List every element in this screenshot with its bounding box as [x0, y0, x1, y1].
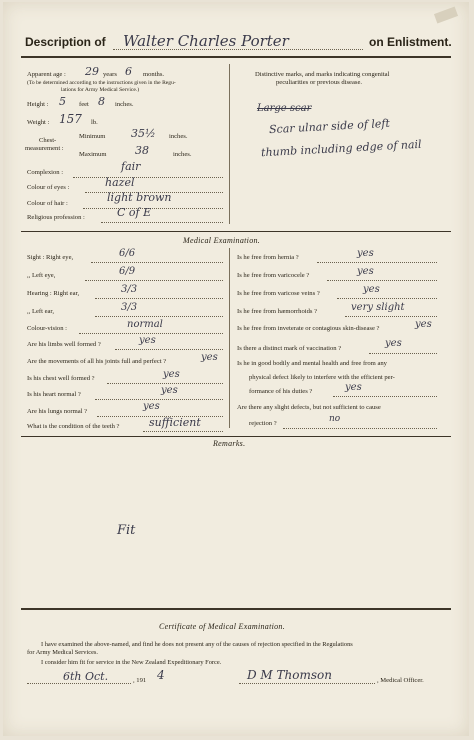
years-label: years	[103, 71, 117, 78]
certificate-line-2: for Army Medical Services.	[27, 649, 98, 656]
struck-mark: Large scar	[257, 103, 312, 114]
colour-vision-label: Colour-vision :	[27, 325, 67, 332]
joints-label: Are the movements of all his joints full and perfect ?	[27, 358, 167, 365]
height-label: Height :	[27, 101, 49, 108]
vaccination-label: Is there a distinct mark of vaccination ?	[237, 345, 342, 352]
weight-label: Weight :	[27, 119, 50, 126]
teeth-label: What is the condition of the teeth ?	[27, 423, 120, 430]
health-line-3: formance of his duties ?	[249, 388, 313, 395]
sight-right-value: 6/6	[119, 248, 136, 259]
varicose-value: yes	[363, 284, 380, 295]
certificate-line-1: I have examined the above-named, and find he does not present any of the causes of rejection specified in the Regulations	[41, 641, 353, 648]
medical-heading: Medical Examination.	[183, 236, 261, 245]
paper-tear	[434, 7, 458, 24]
varicose-label: Is he free from varicose veins ?	[237, 290, 320, 297]
chest-max-label: Maximum	[79, 151, 107, 158]
inches-label: inches.	[115, 101, 134, 108]
defects-line-2: rejection ?	[249, 420, 277, 427]
height-feet: 5	[59, 95, 66, 108]
defects-value: no	[329, 414, 341, 424]
chest-label-1: Chest-	[39, 137, 57, 144]
eyes-label: Colour of eyes :	[27, 184, 70, 191]
religion-value: C of E	[117, 206, 152, 219]
form-title-right: on Enlistment.	[369, 35, 452, 49]
hernia-label: Is he free from hernia ?	[237, 254, 299, 261]
haemorrhoids-label: Is he free from hæmorrhoids ?	[237, 308, 318, 315]
chest-max: 38	[135, 144, 149, 157]
eyes-value: hazel	[105, 176, 135, 189]
enlistment-form	[3, 2, 469, 736]
varicocele-value: yes	[357, 266, 374, 277]
chest-inches-2: inches.	[173, 151, 192, 158]
chest-formed-value: yes	[163, 369, 180, 380]
chest-inches-1: inches.	[169, 133, 188, 140]
complexion-value: fair	[121, 160, 141, 173]
hearing-left-label: ,, Left ear,	[27, 308, 55, 315]
hearing-right-value: 3/3	[121, 284, 138, 295]
skin-disease-value: yes	[415, 319, 432, 330]
vaccination-value: yes	[385, 338, 402, 349]
limbs-label: Are his limbs well formed ?	[27, 341, 101, 348]
age-note-2: lations for Army Medical Service.)	[61, 87, 140, 93]
feet-label: feet	[79, 101, 89, 108]
marks-line-2: thumb including edge of nail	[260, 137, 422, 160]
age-note-1: (To be determined according to the instructions given in the Regu-	[27, 80, 176, 86]
chest-formed-label: Is his chest well formed ?	[27, 375, 95, 382]
sight-left-label: ,, Left eye,	[27, 272, 56, 279]
teeth-value: sufficient	[149, 416, 201, 429]
varicocele-label: Is he free from varicocele ?	[237, 272, 310, 279]
form-title-left: Description of	[25, 35, 106, 49]
lungs-label: Are his lungs normal ?	[27, 408, 88, 415]
certificate-line-3: I consider him fit for service in the New Zealand Expeditionary Force.	[41, 659, 222, 666]
enlistee-name: Walter Charles Porter	[123, 32, 289, 50]
marks-heading-1: Distinctive marks, and marks indicating congenital	[255, 71, 390, 78]
chest-min: 35½	[131, 127, 156, 140]
health-line-1: Is he in good bodily and mental health and free from any	[237, 360, 387, 367]
skin-disease-label: Is he free from inveterate or contagious skin-disease ?	[237, 325, 380, 332]
hair-value: light brown	[107, 191, 172, 204]
header-rule	[21, 56, 451, 58]
height-inches: 8	[98, 95, 105, 108]
age-years: 29	[85, 65, 99, 78]
remarks-text: Fit	[117, 523, 136, 538]
sight-right-label: Sight : Right eye,	[27, 254, 74, 261]
weight-value: 157	[59, 112, 82, 126]
sight-left-value: 6/9	[119, 266, 136, 277]
hernia-value: yes	[357, 248, 374, 259]
certificate-heading: Certificate of Medical Examination.	[159, 622, 286, 631]
medical-officer-signature: D M Thomson	[247, 668, 332, 682]
health-value: yes	[345, 382, 362, 393]
health-line-2: physical defect likely to interfere with the efficient per-	[249, 374, 395, 381]
year-label: , 191	[133, 677, 147, 684]
certificate-date: 6th Oct.	[63, 670, 109, 683]
hearing-right-label: Hearing : Right ear,	[27, 290, 80, 297]
hair-label: Colour of hair :	[27, 200, 68, 207]
joints-value: yes	[201, 352, 218, 363]
age-label: Apparent age :	[27, 71, 66, 78]
column-divider	[229, 64, 230, 224]
lungs-value: yes	[143, 401, 160, 412]
heart-value: yes	[161, 385, 178, 396]
medical-officer-label: , Medical Officer.	[377, 677, 424, 684]
age-months: 6	[125, 65, 132, 78]
chest-min-label: Minimum	[79, 133, 106, 140]
marks-line-1: Scar ulnar side of left	[268, 116, 391, 137]
complexion-label: Complexion :	[27, 169, 64, 176]
remarks-heading: Remarks.	[213, 439, 246, 448]
chest-label-2: measurement :	[25, 145, 64, 152]
defects-line-1: Are there any slight defects, but not sufficient to cause	[237, 404, 381, 411]
limbs-value: yes	[139, 335, 156, 346]
colour-vision-value: normal	[127, 319, 163, 330]
religion-label: Religious profession :	[27, 214, 85, 221]
hearing-left-value: 3/3	[121, 302, 138, 313]
months-label: months.	[143, 71, 165, 78]
year-value: 4	[157, 668, 165, 682]
heart-label: Is his heart normal ?	[27, 391, 81, 398]
lb-label: lb.	[91, 119, 98, 126]
marks-heading-2: peculiarities or previous disease.	[276, 79, 363, 86]
haemorrhoids-value: very slight	[351, 302, 405, 313]
